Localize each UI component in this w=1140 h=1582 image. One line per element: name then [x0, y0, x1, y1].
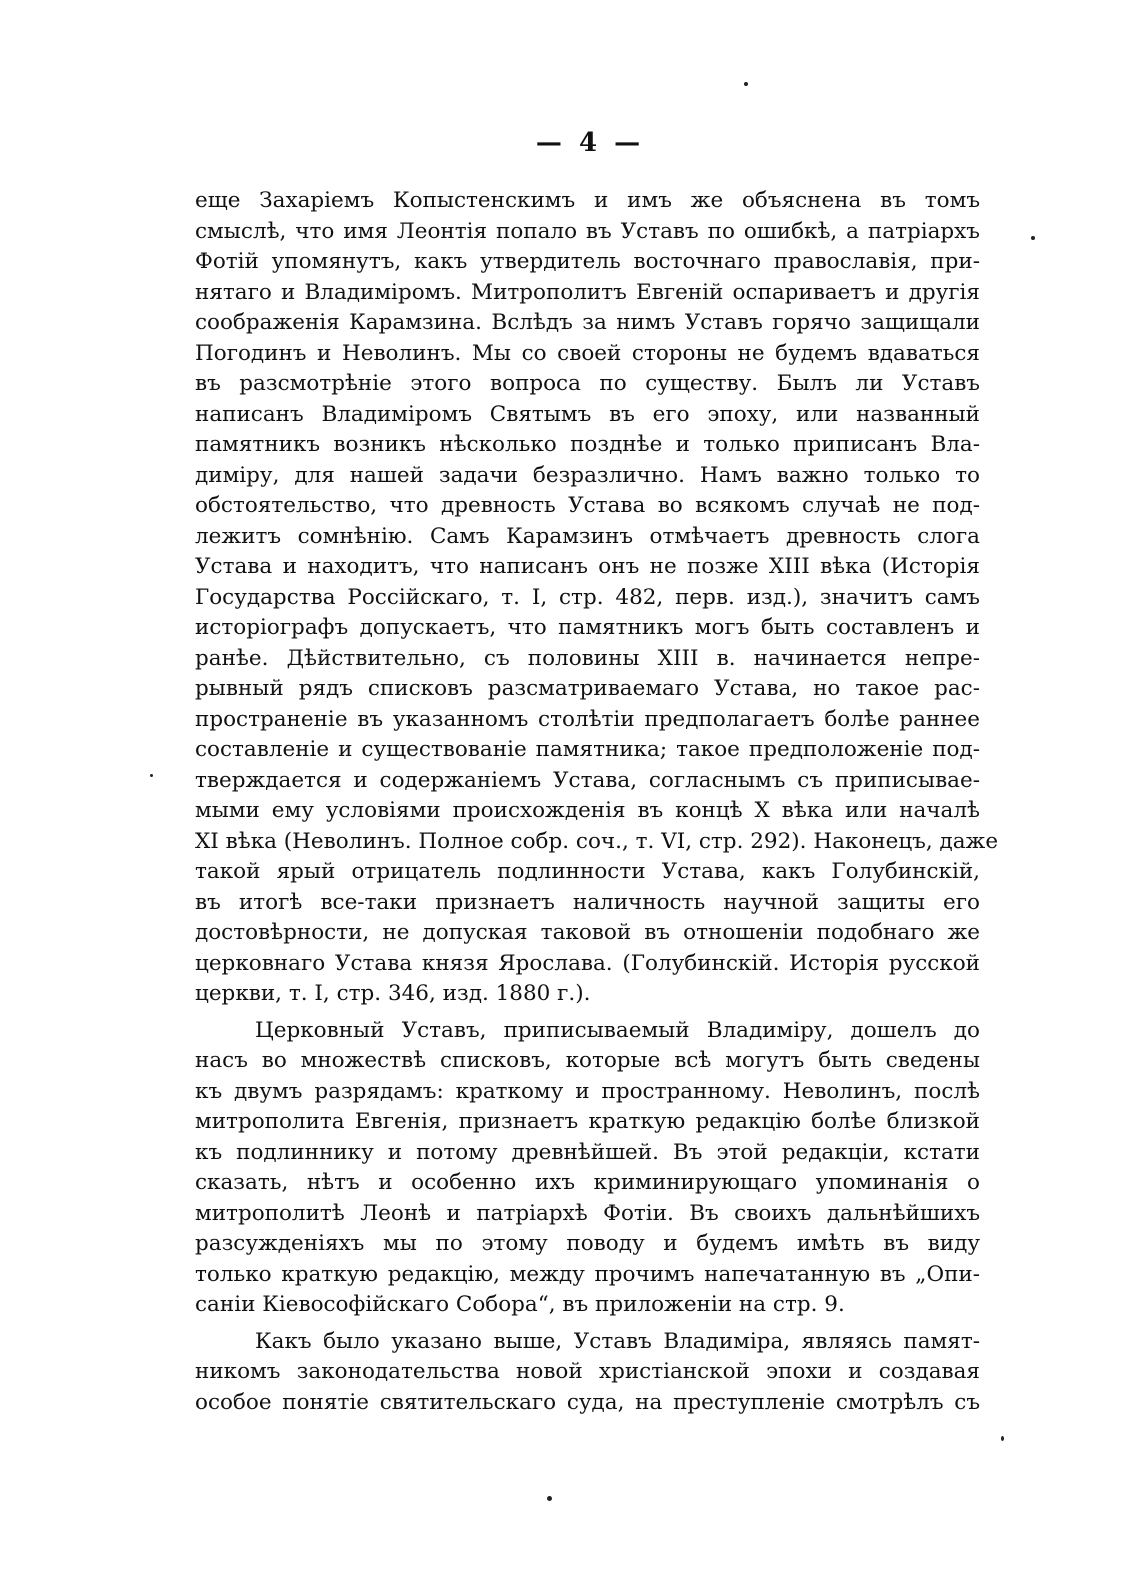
text-line: къ двумъ разрядамъ: краткому и пространному. Неволинъ, послѣ: [195, 1078, 980, 1104]
text-line: сказать, нѣтъ и особенно ихъ криминирующаго упоминанія о: [195, 1170, 980, 1195]
text-line: смыслѣ, что имя Леонтія попало въ Уставъ по ошибкѣ, а патріархъ: [195, 218, 980, 244]
text-line: Государства Россійскаго, т. I, стр. 482, перв. изд.), значитъ самъ: [195, 584, 980, 610]
text-line: саніи Кіевософійскаго Собора“, въ приложеніи на стр. 9.: [195, 1292, 845, 1317]
text-line: Устава и находитъ, что написанъ онъ не позже XIII вѣка (Исторія: [195, 554, 980, 579]
text-line: мыми ему условіями происхожденія въ концѣ X вѣка или началѣ: [195, 798, 980, 823]
text-line: обстоятельство, что древность Устава во всякомъ случаѣ не под-: [195, 493, 980, 518]
paragraph-first-line: Церковный Уставъ, приписываемый Владиміру, дошелъ до: [255, 1017, 980, 1043]
text-line: диміру, для нашей задачи безразлично. Намъ важно только то: [195, 462, 980, 488]
text-line: рывный рядъ списковъ разсматриваемаго Устава, но такое рас-: [195, 676, 980, 701]
text-line: Фотій упомянутъ, какъ утвердитель восточнаго православія, при-: [195, 249, 980, 274]
scan-speck: [1001, 1436, 1004, 1441]
text-line: нятаго и Владиміромъ. Митрополитъ Евгеній оспариваетъ и другія: [195, 279, 980, 305]
text-line: насъ во множествѣ списковъ, которые всѣ могутъ быть сведены: [195, 1048, 980, 1073]
text-line: еще Захаріемъ Копыстенскимъ и имъ же объяснена въ томъ: [195, 188, 980, 213]
text-line: написанъ Владиміромъ Святымъ въ его эпоху, или названный: [195, 401, 980, 427]
text-line: въ итогѣ все-таки признаетъ наличность научной защиты его: [195, 889, 980, 915]
text-line: къ подлиннику и потому древнѣйшей. Въ этой редакціи, кстати: [195, 1139, 980, 1165]
scan-speck: [547, 1496, 552, 1501]
text-line: памятникъ возникъ нѣсколько позднѣе и только приписанъ Вла-: [195, 432, 980, 457]
text-line: XI вѣка (Неволинъ. Полное собр. соч., т. VI, стр. 292). Наконецъ, даже: [195, 828, 999, 854]
text-line: въ разсмотрѣніе этого вопроса по существу. Былъ ли Уставъ: [195, 371, 980, 396]
text-line: исторіографъ допускаетъ, что памятникъ могъ быть составленъ и: [195, 615, 980, 640]
text-line: достовѣрности, не допуская таковой въ отношеніи подобнаго же: [195, 920, 980, 945]
scan-speck: [150, 774, 153, 777]
text-line: особое понятіе святительскаго суда, на преступленіе смотрѣлъ съ: [195, 1389, 980, 1415]
text-line: ранѣе. Дѣйствительно, съ половины XIII в. начинается непре-: [195, 645, 980, 671]
text-line: разсужденіяхъ мы по этому поводу и будемъ имѣть въ виду: [195, 1231, 980, 1256]
page-number: — 4 —: [535, 128, 645, 158]
text-line: никомъ законодательства новой христіанской эпохи и создавая: [195, 1359, 980, 1384]
text-line: церковнаго Устава князя Ярослава. (Голубинскій. Исторія русской: [195, 950, 980, 976]
text-line: митрополитѣ Леонѣ и патріархѣ Фотіи. Въ своихъ дальнѣйшихъ: [195, 1200, 980, 1226]
text-line: соображенія Карамзина. Вслѣдъ за нимъ Уставъ горячо защищали: [195, 310, 980, 335]
body-text: [195, 186, 999, 1418]
text-line: составленіе и существованіе памятника; такое предположеніе под-: [195, 737, 980, 762]
text-line: пространеніе въ указанномъ столѣтіи предполагаетъ болѣе раннее: [195, 706, 980, 732]
paragraph-first-line: Какъ было указано выше, Уставъ Владиміра, являясь памят-: [255, 1328, 980, 1354]
text-line: лежитъ сомнѣнію. Самъ Карамзинъ отмѣчаетъ древность слога: [195, 523, 980, 549]
text-line: Погодинъ и Неволинъ. Мы со своей стороны не будемъ вдаваться: [195, 340, 980, 366]
scan-speck: [1031, 236, 1035, 240]
text-line: тверждается и содержаніемъ Устава, согласнымъ съ приписывае-: [195, 767, 980, 793]
scan-speck: [744, 82, 748, 86]
text-line: только краткую редакцію, между прочимъ напечатанную въ „Опи-: [195, 1261, 980, 1287]
text-line: такой ярый отрицатель подлинности Устава, какъ Голубинскій,: [195, 859, 980, 884]
text-line: митрополита Евгенія, признаетъ краткую редакцію болѣе близкой: [195, 1109, 980, 1134]
text-line: церкви, т. I, стр. 346, изд. 1880 г.).: [195, 981, 591, 1006]
